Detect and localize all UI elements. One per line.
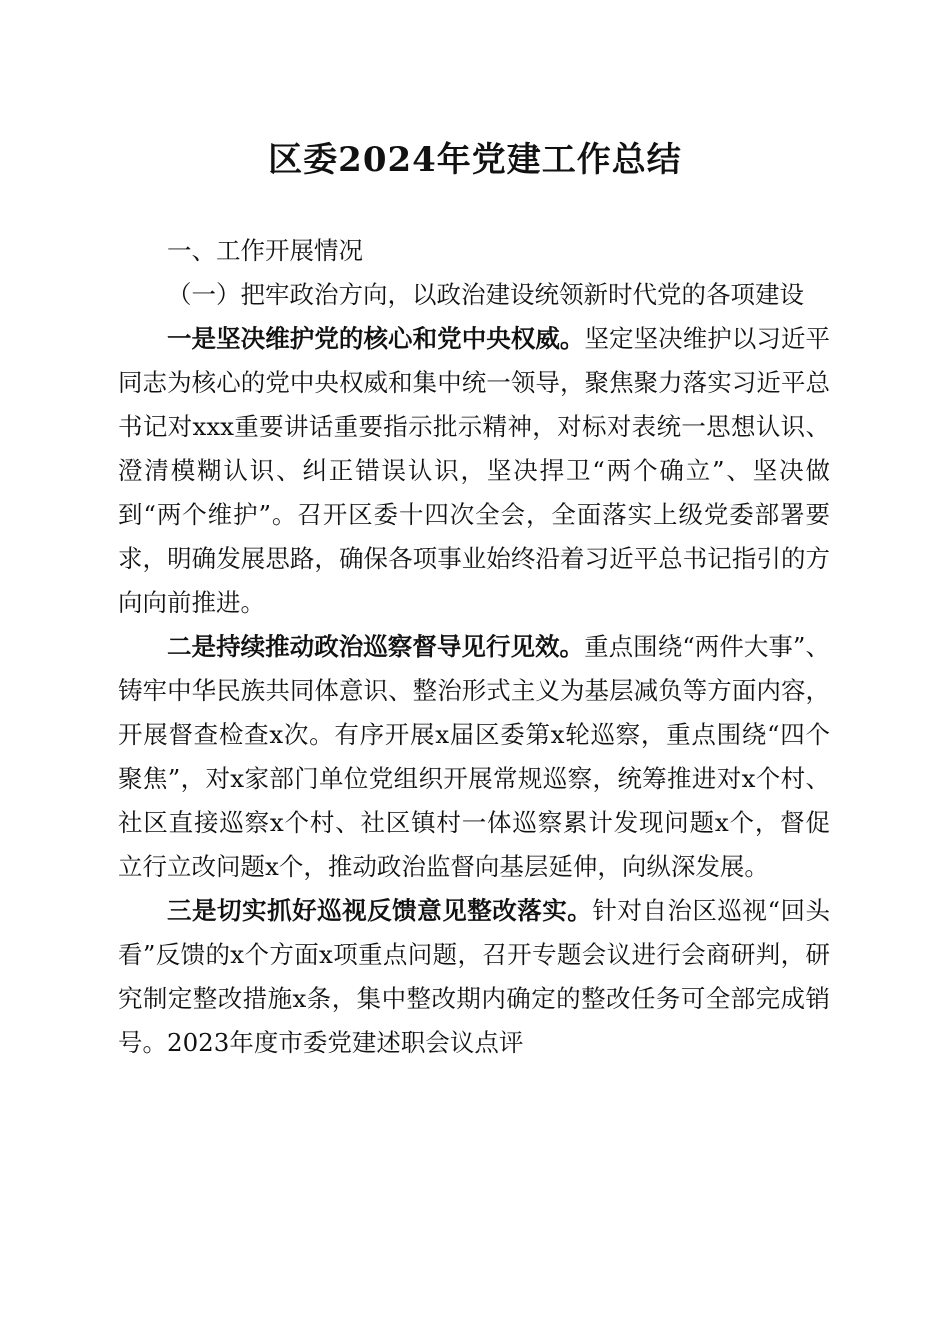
paragraph-3-lead: 三是切实抓好巡视反馈意见整改落实。 (167, 896, 593, 925)
paragraph-3 (118, 889, 830, 1065)
document-title: 区委2024年党建工作总结 (268, 140, 682, 180)
document-body (118, 229, 830, 1065)
paragraph-1 (118, 317, 830, 625)
subsection-heading: （一）把牢政治方向，以政治建设统领新时代党的各项建设 (167, 280, 804, 309)
paragraph-1-lead: 一是坚决维护党的核心和党中央权威。 (167, 324, 585, 353)
paragraph-2-lead: 二是持续推动政治巡察督导见行见效。 (167, 632, 585, 661)
paragraph-1-text: 坚定坚决维护以习近平同志为核心的党中央权威和集中统一领导，聚焦聚力落实习近平总书记对xxx重要讲话重要指示批示精神，对标对表统一思想认识、澄清模糊认识、纠正错误认识，坚决捍卫“两个确立”、坚决做到“两个维护”。召开区委十四次全会，全面落实上级党委部署要求，明确发展思路，确保各项事业始终沿着习近平总书记指引的方向向前推进。 (118, 324, 831, 617)
paragraph-3-text: 针对自治区巡视“回头看”反馈的x个方面x项重点问题，召开专题会议进行会商研判，研究制定整改措施x条，集中整改期内确定的整改任务可全部完成销号。2023年度市委党建述职会议点评 (118, 896, 830, 1057)
paragraph-2-text: 重点围绕“两件大事”、铸牢中华民族共同体意识、整治形式主义为基层减负等方面内容，开展督查检查x次。有序开展x届区委第x轮巡察，重点围绕“四个聚焦”，对x家部门单位党组织开展常规巡察，统筹推进对x个村、社区直接巡察x个村、社区镇村一体巡察累计发现问题x个，督促立行立改问题x个，推动政治监督向基层延伸，向纵深发展。 (118, 632, 830, 881)
section-heading: 一、工作开展情况 (167, 236, 363, 265)
paragraph-2 (118, 625, 830, 889)
